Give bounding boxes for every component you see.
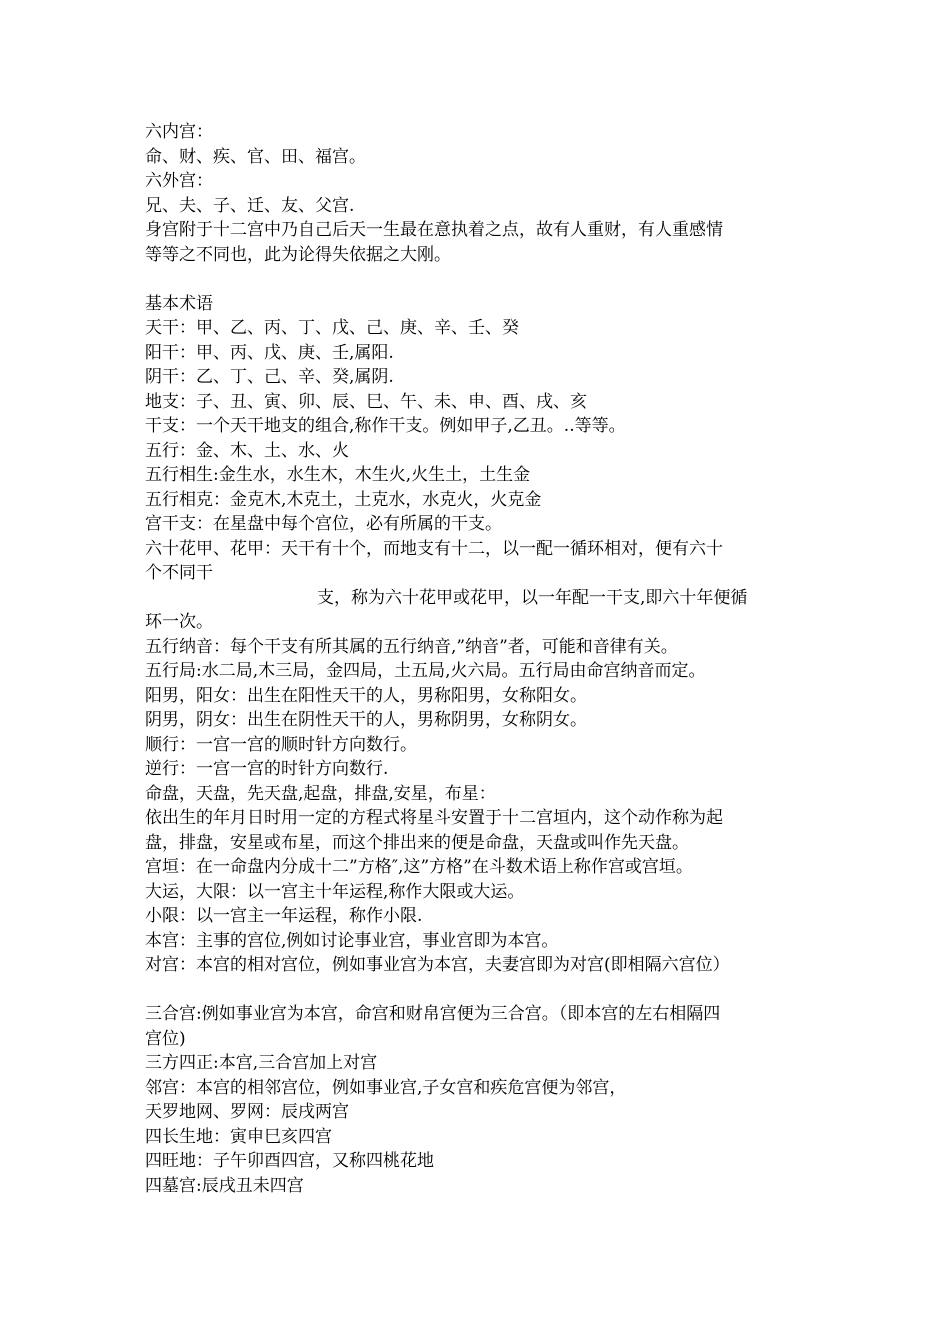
text-line: 五行纳音：每个干支有所其属的五行纳音,”纳音”者，可能和音律有关。 [145, 636, 678, 657]
text-line: 四旺地：子午卯酉四宫，又称四桃花地 [145, 1151, 434, 1171]
document-page [145, 120, 810, 1198]
text-line: 阳干：甲、丙、戊、庚、壬,属阳. [145, 342, 394, 363]
text-line: 天干：甲、乙、丙、丁、戊、己、庚、辛、壬、癸 [145, 318, 519, 338]
text-line: 地支：子、丑、寅、卯、辰、巳、午、未、申、酉、戌、亥 [145, 391, 587, 412]
text-line: 六内宫： [145, 122, 213, 142]
text-line: 干支：一个天干地支的组合,称作干支。例如甲子,乙丑。..等等。 [145, 416, 626, 436]
text-line: 身宫附于十二宫中乃自己后天一生最在意执着之点，故有人重财，有人重感情 [145, 220, 723, 240]
text-line: 五行局:水二局,木三局，金四局，土五局,火六局。五行局由命宫纳音而定。 [145, 661, 706, 681]
text-line: 盘，排盘，安星或布星，而这个排出来的便是命盘，天盘或叫作先天盘。 [145, 832, 689, 853]
text-line: 三合宫:例如事业宫为本宫，命宫和财帛宫便为三合宫。（即本宫的左右相隔四 [145, 1004, 721, 1024]
text-line: 宫干支：在星盘中每个宫位，必有所属的干支。 [145, 514, 502, 534]
text-line: 阴干：乙、丁、己、辛、癸,属阴. [145, 367, 394, 387]
text-line: 宫位) [145, 1028, 186, 1049]
text-line: 四长生地：寅申巳亥四宫 [145, 1126, 332, 1147]
text-line: 大运，大限：以一宫主十年运程,称作大限或大运。 [145, 881, 525, 902]
text-line: 六十花甲、花甲：天干有十个，而地支有十二，以一配一循环相对，便有六十 [145, 538, 723, 559]
text-line: 环一次。 [145, 612, 213, 632]
text-line: 六外宫： [145, 171, 213, 191]
text-line: 五行相克：金克木,木克土，土克水，水克火，火克金 [145, 489, 542, 510]
section-heading: 基本术语 [145, 293, 213, 314]
text-line: 四墓宫:辰戌丑未四宫 [145, 1175, 304, 1196]
text-line: 依出生的年月日时用一定的方程式将星斗安置于十二宫垣内，这个动作称为起 [145, 808, 723, 828]
text-line: 五行：金、木、土、水、火 [145, 440, 349, 461]
text-line: 顺行：一宫一宫的顺时针方向数行。 [145, 734, 417, 755]
text-line: 邻宫：本宫的相邻宫位，例如事业宫,子女宫和疾危宫便为邻宫， [145, 1077, 627, 1098]
text-line: 小限：以一宫主一年运程，称作小限. [145, 906, 423, 926]
text-line: 支，称为六十花甲或花甲，以一年配一干支,即六十年便循 [317, 587, 748, 608]
text-line: 逆行：一宫一宫的时针方向数行. [145, 759, 389, 779]
text-line: 阴男，阴女：出生在阴性天干的人，男称阴男，女称阴女。 [145, 710, 587, 730]
text-line: 宫垣：在一命盘内分成十二”方格″,这”方格”在斗数术语上称作宫或宫垣。 [145, 857, 693, 877]
text-line: 命盘，天盘，先天盘,起盘，排盘,安星，布星： [145, 783, 496, 804]
text-line: 命、财、疾、官、田、福宫。 [145, 146, 366, 167]
text-line: 阳男，阳女：出生在阳性天干的人，男称阳男，女称阳女。 [145, 685, 587, 706]
text-line: 天罗地网、罗网：辰戌两宫 [145, 1102, 349, 1122]
text-line: 个不同干 [145, 563, 213, 583]
blank-line [145, 978, 810, 1003]
blank-line [145, 267, 810, 292]
text-line: 五行相生:金生水，水生木，木生火,火生土，土生金 [145, 465, 531, 485]
text-line: 三方四正:本宫,三合宫加上对宫 [145, 1053, 378, 1073]
text-line: 对宫：本宫的相对宫位，例如事业宫为本宫，夫妻宫即为对宫(即相隔六宫位） [145, 955, 730, 975]
text-line: 本宫：主事的宫位,例如讨论事业宫，事业宫即为本宫。 [145, 930, 559, 951]
text-line: 等等之不同也，此为论得失依据之大刚。 [145, 244, 451, 265]
text-line: 兄、夫、子、迁、友、父宫. [145, 195, 355, 216]
